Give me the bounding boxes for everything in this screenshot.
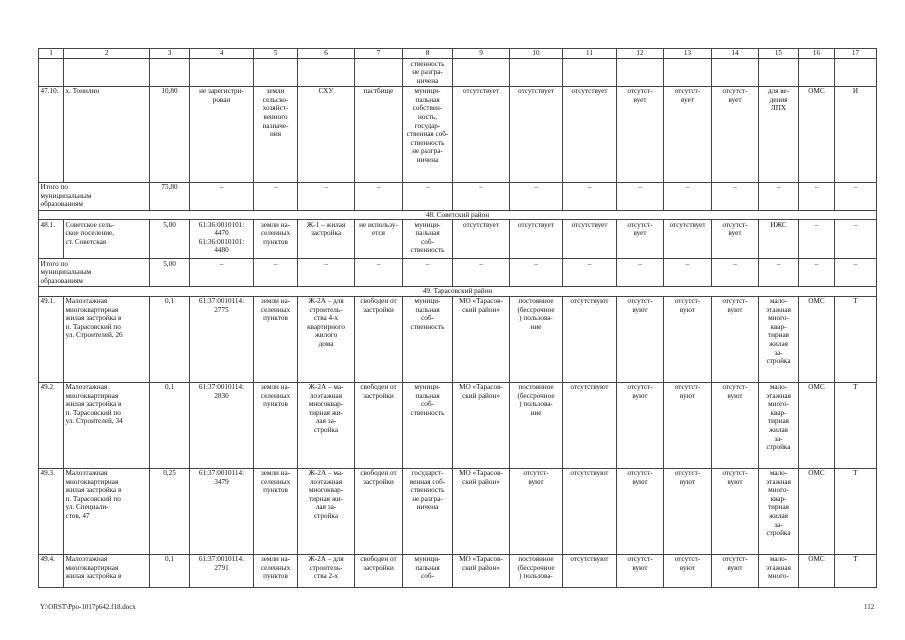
total-label-cell: Итого по муниципальным образованиям: [39, 259, 150, 287]
table-cell: муници- пальная соб- ственность: [403, 220, 453, 259]
table-cell: отсутствует: [453, 86, 510, 182]
table-cell: Малоэтажная многоквартирная жилая застройка в п. Тарасовский по ул. Строителей, 34: [64, 382, 150, 468]
table-cell: отсутствует: [563, 220, 617, 259]
table-cell: ОМС: [799, 382, 835, 468]
table-cell: не зарегистри- рован: [190, 86, 254, 182]
column-number-cell: 6: [298, 49, 355, 59]
table-cell: отсутст- вуют: [510, 468, 563, 554]
table-cell: отсутствует: [510, 220, 563, 259]
table-cell: отсутст- вуют: [664, 468, 712, 554]
table-cell: отсутст- вуют: [664, 554, 712, 587]
table-cell: мало- этажная много- квар- тирная жилая за- стройка: [759, 296, 799, 382]
table-cell: ОМС: [799, 296, 835, 382]
table-cell: Т: [835, 296, 877, 382]
table-cell: –: [403, 182, 453, 210]
table-cell: земли сельско- хозяйст- венного назначе- ния: [254, 86, 298, 182]
column-number-cell: 1: [39, 49, 64, 59]
table-cell: 61:37:0010114: 2830: [190, 382, 254, 468]
table-cell: [835, 59, 877, 87]
table-cell: отсутствуют: [563, 554, 617, 587]
table-cell: муници- пальная соб-: [403, 554, 453, 587]
table-cell: И: [835, 86, 877, 182]
table-cell: [799, 59, 835, 87]
table-cell: отсутст- вует: [664, 86, 712, 182]
table-cell: 0,1: [150, 382, 190, 468]
table-cell: 0,1: [150, 554, 190, 587]
column-number-cell: 9: [453, 49, 510, 59]
table-cell: Малоэтажная многоквартирная жилая застройка в п. Тарасовский по ул. Специали- стов, 47: [64, 468, 150, 554]
column-number-cell: 5: [254, 49, 298, 59]
table-cell: Малоэтажная многоквартирная жилая застройка в: [64, 554, 150, 587]
table-cell: отсутст- вуют: [712, 554, 759, 587]
column-number-cell: 2: [64, 49, 150, 59]
column-number-cell: 16: [799, 49, 835, 59]
table-cell: МО «Тарасов- ский район»: [453, 382, 510, 468]
table-cell: земли на- селенных пунктов: [254, 296, 298, 382]
table-cell: Ж-2А – ма- лоэтажная многоквар- тирная жи- лая за- стройка: [298, 382, 355, 468]
table-cell: [759, 59, 799, 87]
table-cell: Ж-2А – ма- лоэтажная многоквар- тирная жи- лая за- стройка: [298, 468, 355, 554]
land-plots-table: [38, 48, 877, 588]
table-cell: 61:37:0010114: 3479: [190, 468, 254, 554]
column-number-cell: 4: [190, 49, 254, 59]
table-cell: отсутст- вуют: [664, 296, 712, 382]
table-cell: не использу- ется: [355, 220, 403, 259]
table-cell: 61:36:0010101: 4470 61:36:0010101: 4480: [190, 220, 254, 259]
table-cell: –: [510, 182, 563, 210]
column-number-cell: 3: [150, 49, 190, 59]
table-cell: 75,80: [150, 182, 190, 210]
table-cell: муници- пальная соб- ственность: [403, 382, 453, 468]
section-title: 49. Тарасовский район: [39, 286, 877, 296]
table-cell: постоянное (бессрочное ) пользова-: [510, 554, 563, 587]
table-cell: Т: [835, 468, 877, 554]
total-label-cell: Итого по муниципальным образованиям: [39, 182, 150, 210]
table-cell: –: [453, 259, 510, 287]
table-cell: –: [403, 259, 453, 287]
table-cell: свободен от застройки: [355, 296, 403, 382]
column-number-cell: 7: [355, 49, 403, 59]
table-cell: отсутст- вуют: [617, 382, 664, 468]
table-cell: отсутствуют: [563, 382, 617, 468]
table-cell: –: [835, 259, 877, 287]
section-header-row: [39, 286, 877, 296]
table-cell: –: [355, 182, 403, 210]
table-cell: Ж-1 – жилая застройка: [298, 220, 355, 259]
table-cell: ОМС: [799, 554, 835, 587]
table-cell: для ве- дения ЛПХ: [759, 86, 799, 182]
table-cell: [150, 59, 190, 87]
table-cell: отсутст- вуют: [712, 382, 759, 468]
table-cell: государст- венная соб- ственность не разгра- ничена: [403, 468, 453, 554]
table-cell: ИЖС: [759, 220, 799, 259]
table-cell: [617, 59, 664, 87]
table-cell: 0,25: [150, 468, 190, 554]
table-cell: свободен от застройки: [355, 554, 403, 587]
table-cell: [298, 59, 355, 87]
table-cell: Советское сель- ское поселение, ст. Советская: [64, 220, 150, 259]
table-cell: 49.3.: [39, 468, 64, 554]
table-cell: земли на- селенных пунктов: [254, 220, 298, 259]
table-cell: –: [759, 182, 799, 210]
table-row: [39, 220, 877, 259]
table-cell: –: [298, 182, 355, 210]
table-cell: свободен от застройки: [355, 468, 403, 554]
table-cell: отсутст- вуют: [617, 296, 664, 382]
section-title: 48. Советский район: [39, 210, 877, 220]
table-cell: Ж-2А – для строитель- ства 4-х квартирного жилого дома: [298, 296, 355, 382]
table-row: [39, 59, 877, 87]
table-cell: отсутст- вуют: [617, 468, 664, 554]
table-cell: ственность не разгра- ничена: [403, 59, 453, 87]
table-cell: отсутствует: [453, 220, 510, 259]
table-cell: –: [298, 259, 355, 287]
table-cell: [190, 59, 254, 87]
table-cell: –: [190, 259, 254, 287]
table-cell: –: [835, 220, 877, 259]
table-cell: 49.2.: [39, 382, 64, 468]
table-cell: МО «Тарасов- ский район»: [453, 554, 510, 587]
table-cell: [254, 59, 298, 87]
table-row: [39, 382, 877, 468]
table-row: [39, 259, 877, 287]
table-cell: 49.1.: [39, 296, 64, 382]
table-cell: –: [254, 182, 298, 210]
table-cell: –: [799, 220, 835, 259]
table-cell: Ж-2А – для строитель- ства 2-х: [298, 554, 355, 587]
table-cell: постоянное (бессрочное ) пользова- ние: [510, 382, 563, 468]
column-number-cell: 15: [759, 49, 799, 59]
table-cell: отсутст- вует: [617, 220, 664, 259]
table-cell: 0,1: [150, 296, 190, 382]
table-cell: постоянное (бессрочное ) пользова- ние: [510, 296, 563, 382]
table-cell: [453, 59, 510, 87]
table-cell: 48.1.: [39, 220, 64, 259]
table-cell: –: [453, 182, 510, 210]
table-cell: [510, 59, 563, 87]
table-cell: отсутствуют: [563, 468, 617, 554]
page-number: 112: [864, 603, 875, 611]
table-row: [39, 468, 877, 554]
table-cell: –: [712, 259, 759, 287]
table-cell: –: [712, 182, 759, 210]
table-cell: –: [617, 182, 664, 210]
table-cell: земли на- селенных пунктов: [254, 382, 298, 468]
table-cell: 5,00: [150, 220, 190, 259]
table-row: [39, 182, 877, 210]
table-cell: отсутствует: [563, 86, 617, 182]
table-row: [39, 296, 877, 382]
table-cell: Т: [835, 382, 877, 468]
table-cell: отсутствуют: [563, 296, 617, 382]
table-cell: 5,00: [150, 259, 190, 287]
footer-file-path: Y:\ORST\Ppo-1017p642.f18.docx: [40, 603, 136, 611]
table-cell: –: [563, 182, 617, 210]
table-cell: мало- этажная много- квар- тирная жилая за- стройка: [759, 468, 799, 554]
table-cell: ОМС: [799, 86, 835, 182]
table-cell: –: [799, 182, 835, 210]
table-cell: –: [664, 182, 712, 210]
column-number-cell: 13: [664, 49, 712, 59]
table-cell: ОМС: [799, 468, 835, 554]
table-cell: муници- пальная соб- ственность: [403, 296, 453, 382]
table-cell: –: [563, 259, 617, 287]
table-cell: Т: [835, 554, 877, 587]
table-cell: –: [190, 182, 254, 210]
table-body: [39, 49, 877, 588]
table-cell: –: [835, 182, 877, 210]
table-cell: отсутст- вуют: [617, 554, 664, 587]
table-cell: –: [799, 259, 835, 287]
column-number-row: [39, 49, 877, 59]
table-cell: СХУ: [298, 86, 355, 182]
table-cell: муници- пальная собствен- ность, государ- ственная соб- ственность не разгра- ничена: [403, 86, 453, 182]
table-cell: мало- этажная много-: [759, 554, 799, 587]
table-cell: отсутст- вует: [617, 86, 664, 182]
table-row: [39, 86, 877, 182]
table-cell: земли на- селенных пунктов: [254, 468, 298, 554]
column-number-cell: 10: [510, 49, 563, 59]
table-row: [39, 554, 877, 587]
table-cell: отсутст- вуют: [712, 296, 759, 382]
table-cell: –: [355, 259, 403, 287]
table-cell: [712, 59, 759, 87]
table-cell: 49.4.: [39, 554, 64, 587]
table-cell: 61:37:0010114: 2775: [190, 296, 254, 382]
table-cell: [355, 59, 403, 87]
table-cell: отсутст- вуют: [664, 382, 712, 468]
table-cell: мало- этажная много- квар- тирная жилая за- стройка: [759, 382, 799, 468]
table-cell: –: [254, 259, 298, 287]
table-cell: [64, 59, 150, 87]
table-cell: пастбище: [355, 86, 403, 182]
table-cell: х. Тонилин: [64, 86, 150, 182]
table-cell: –: [664, 259, 712, 287]
table-cell: –: [759, 259, 799, 287]
table-cell: свободен от застройки: [355, 382, 403, 468]
table-cell: [39, 59, 64, 87]
section-header-row: [39, 210, 877, 220]
table-cell: Малоэтажная многоквартирная жилая застройка в п. Тарасовский по ул. Строителей, 26: [64, 296, 150, 382]
table-cell: 47.10.: [39, 86, 64, 182]
table-cell: МО «Тарасов- ский район»: [453, 296, 510, 382]
table-cell: [664, 59, 712, 87]
column-number-cell: 14: [712, 49, 759, 59]
table-cell: –: [617, 259, 664, 287]
column-number-cell: 11: [563, 49, 617, 59]
table-cell: 61:37:0010114: 2791: [190, 554, 254, 587]
column-number-cell: 12: [617, 49, 664, 59]
table-cell: [563, 59, 617, 87]
table-cell: земли на- селенных пунктов: [254, 554, 298, 587]
table-cell: отсутствует: [510, 86, 563, 182]
table-cell: отсутст- вуют: [712, 468, 759, 554]
table-cell: отсутствует: [664, 220, 712, 259]
table-cell: отсутст- вует: [712, 86, 759, 182]
column-number-cell: 17: [835, 49, 877, 59]
table-cell: 10,80: [150, 86, 190, 182]
table-cell: отсутст- вует: [712, 220, 759, 259]
column-number-cell: 8: [403, 49, 453, 59]
table-cell: МО «Тарасов- ский район»: [453, 468, 510, 554]
table-cell: –: [510, 259, 563, 287]
